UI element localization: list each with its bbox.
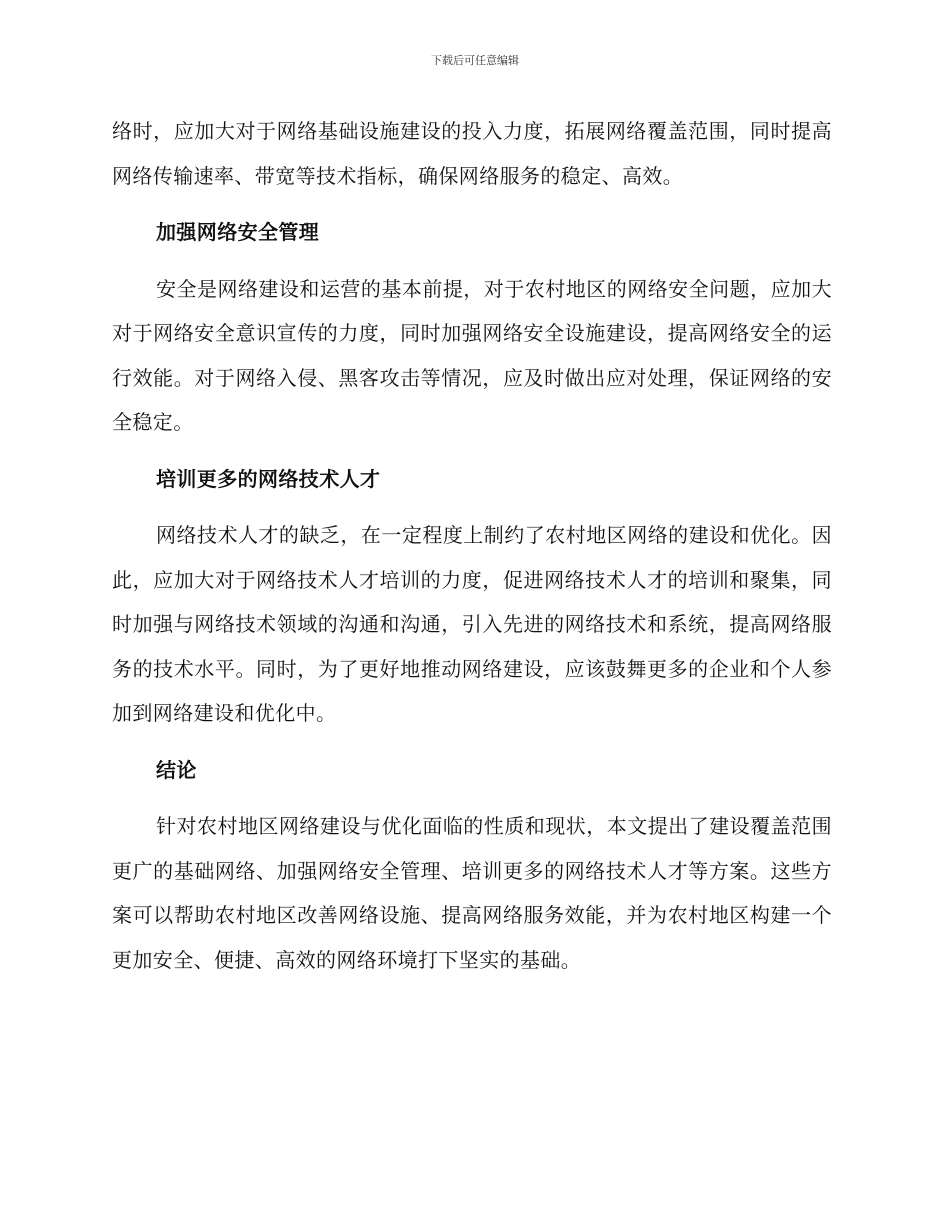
- document-body: [112, 109, 832, 994]
- heading-talent-training: 培训更多的网络技术人才: [156, 466, 381, 491]
- paragraph-conclusion: 针对农村地区网络建设与优化面临的性质和现状，本文提出了建设覆盖范围更广的基础网络、加强网络安全管理、培训更多的网络技术人才等方案。这些方案可以帮助农村地区改善网络设施、提高网络服务效能，并为农村地区构建一个更加安全、便捷、高效的网络环境打下坚实的基础。: [112, 814, 832, 972]
- heading-conclusion: 结论: [156, 757, 197, 782]
- heading-network-security: 加强网络安全管理: [156, 220, 320, 244]
- paragraph-network-security: 安全是网络建设和运营的基本前提，对于农村地区的网络安全问题，应加大对于网络安全意识宣传的力度，同时加强网络安全设施建设，提高网络安全的运行效能。对于网络入侵、黑客攻击等情况，应及时做出应对处理，保证网络的安全稳定。: [112, 276, 832, 434]
- paragraph-talent-training: 网络技术人才的缺乏，在一定程度上制约了农村地区网络的建设和优化。因此，应加大对于网络技术人才培训的力度，促进网络技术人才的培训和聚集，同时加强与网络技术领域的沟通和沟通，引入先进的网络技术和系统，提高网络服务的技术水平。同时，为了更好地推动网络建设，应该鼓舞更多的企业和个人参加到网络建设和优化中。: [112, 523, 832, 725]
- page-header: 下载后可任意编辑: [431, 54, 519, 67]
- paragraph-network-infrastructure: 络时，应加大对于网络基础设施建设的投入力度，拓展网络覆盖范围，同时提高网络传输速率、带宽等技术指标，确保网络服务的稳定、高效。: [112, 119, 832, 188]
